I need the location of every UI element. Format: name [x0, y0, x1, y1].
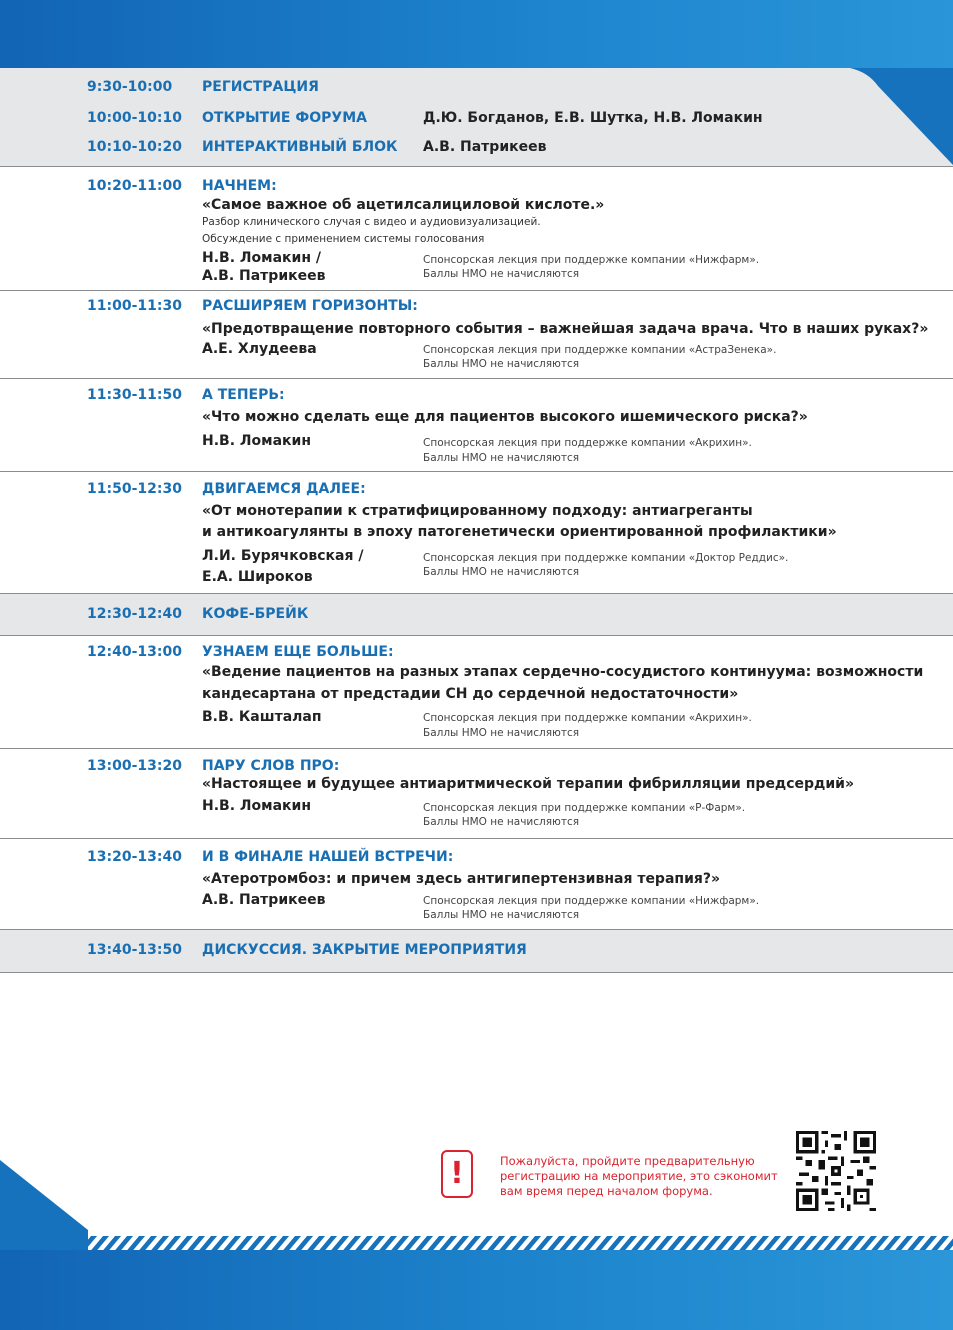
- registration-line-3: вам время перед началом форума.: [500, 1184, 713, 1198]
- nmo-10: Баллы НМО не начисляются: [423, 909, 580, 921]
- divider: [0, 972, 953, 973]
- title-8a: «Ведение пациентов на разных этапах сердечно-сосудистого континуума: возможности: [202, 664, 924, 680]
- heading-3: НАЧНЕМ:: [202, 178, 277, 194]
- speaker-4: А.Е. Хлудеева: [202, 341, 317, 357]
- heading-10: И В ФИНАЛЕ НАШЕЙ ВСТРЕЧИ:: [202, 849, 454, 865]
- nmo-3: Баллы НМО не начисляются: [423, 268, 580, 280]
- sponsor-4: Спонсорская лекция при поддержке компании «АстраЗенека».: [423, 344, 777, 356]
- exclamation-icon: !: [441, 1150, 473, 1198]
- heading-1: ОТКРЫТИЕ ФОРУМА: [202, 110, 367, 126]
- title-9: «Настоящее и будущее антиаритмической терапии фибрилляции предсердий»: [202, 776, 855, 792]
- divider: [0, 635, 953, 636]
- speaker-6b: Е.А. Широков: [202, 569, 313, 585]
- nmo-9: Баллы НМО не начисляются: [423, 816, 580, 828]
- speaker-6a: Л.И. Бурячковская /: [202, 548, 364, 564]
- time-4: 11:00-11:30: [87, 298, 182, 314]
- time-7: 12:30-12:40: [87, 606, 182, 622]
- title-3: «Самое важное об ацетилсалициловой кислоте.»: [202, 197, 605, 213]
- title-5: «Что можно сделать еще для пациентов высокого ишемического риска?»: [202, 409, 808, 425]
- registration-line-2: регистрацию на мероприятие, это сэкономит: [500, 1169, 778, 1183]
- speaker-3b: А.В. Патрикеев: [202, 268, 326, 284]
- sponsor-6: Спонсорская лекция при поддержке компании «Доктор Реддис».: [423, 552, 789, 564]
- time-2: 10:10-10:20: [87, 139, 182, 155]
- divider: [0, 166, 953, 167]
- sponsor-5: Спонсорская лекция при поддержке компании «Акрихин».: [423, 437, 752, 449]
- divider: [0, 378, 953, 379]
- qr-code[interactable]: [796, 1131, 876, 1211]
- footer-band: [0, 1250, 953, 1330]
- time-0: 9:30-10:00: [87, 79, 173, 95]
- time-6: 11:50-12:30: [87, 481, 182, 497]
- divider: [0, 929, 953, 930]
- registration-line-1: Пожалуйста, пройдите предварительную: [500, 1154, 755, 1168]
- speakers-2: А.В. Патрикеев: [423, 139, 547, 155]
- speaker-10: А.В. Патрикеев: [202, 892, 326, 908]
- heading-4: РАСШИРЯЕМ ГОРИЗОНТЫ:: [202, 298, 418, 314]
- sponsor-10: Спонсорская лекция при поддержке компании «Нижфарм».: [423, 895, 760, 907]
- heading-0: РЕГИСТРАЦИЯ: [202, 79, 319, 95]
- nmo-5: Баллы НМО не начисляются: [423, 452, 580, 464]
- title-6b: и антикоагулянты в эпоху патогенетически ориентированной профилактики»: [202, 524, 837, 540]
- divider: [0, 593, 953, 594]
- heading-2: ИНТЕРАКТИВНЫЙ БЛОК: [202, 139, 398, 155]
- title-6a: «От монотерапии к стратифицированному подходу: антиагреганты: [202, 503, 753, 519]
- nmo-4: Баллы НМО не начисляются: [423, 358, 580, 370]
- nmo-8: Баллы НМО не начисляются: [423, 727, 580, 739]
- registration-note: [500, 1154, 778, 1199]
- divider: [0, 748, 953, 749]
- note-3a: Разбор клинического случая с видео и аудиовизуализацией.: [202, 216, 541, 228]
- heading-8: УЗНАЕМ ЕЩЕ БОЛЬШЕ:: [202, 644, 394, 660]
- sponsor-3: Спонсорская лекция при поддержке компании «Нижфарм».: [423, 254, 760, 266]
- time-9: 13:00-13:20: [87, 758, 182, 774]
- title-10: «Атеротромбоз: и причем здесь антигипертензивная терапия?»: [202, 871, 721, 887]
- speakers-1: Д.Ю. Богданов, Е.В. Шутка, Н.В. Ломакин: [423, 110, 763, 126]
- divider: [0, 290, 953, 291]
- divider: [0, 838, 953, 839]
- time-11: 13:40-13:50: [87, 942, 182, 958]
- speaker-3a: Н.В. Ломакин /: [202, 250, 322, 266]
- time-1: 10:00-10:10: [87, 110, 182, 126]
- heading-11: ДИСКУССИЯ. ЗАКРЫТИЕ МЕРОПРИЯТИЯ: [202, 942, 527, 958]
- sponsor-9: Спонсорская лекция при поддержке компании «Р-Фарм».: [423, 802, 746, 814]
- heading-9: ПАРУ СЛОВ ПРО:: [202, 758, 340, 774]
- sponsor-8: Спонсорская лекция при поддержке компании «Акрихин».: [423, 712, 752, 724]
- nmo-6: Баллы НМО не начисляются: [423, 566, 580, 578]
- note-3b: Обсуждение с применением системы голосования: [202, 233, 485, 245]
- time-10: 13:20-13:40: [87, 849, 182, 865]
- title-4: «Предотвращение повторного события – важнейшая задача врача. Что в наших руках?»: [202, 321, 929, 337]
- title-8b: кандесартана от предстадии СН до сердечной недостаточности»: [202, 686, 739, 702]
- divider: [0, 471, 953, 472]
- speaker-5: Н.В. Ломакин: [202, 433, 312, 449]
- time-3: 10:20-11:00: [87, 178, 182, 194]
- time-8: 12:40-13:00: [87, 644, 182, 660]
- heading-6: ДВИГАЕМСЯ ДАЛЕЕ:: [202, 481, 366, 497]
- time-5: 11:30-11:50: [87, 387, 182, 403]
- heading-7: КОФЕ-БРЕЙК: [202, 606, 309, 622]
- speaker-9: Н.В. Ломакин: [202, 798, 312, 814]
- heading-5: А ТЕПЕРЬ:: [202, 387, 285, 403]
- speaker-8: В.В. Кашталап: [202, 709, 322, 725]
